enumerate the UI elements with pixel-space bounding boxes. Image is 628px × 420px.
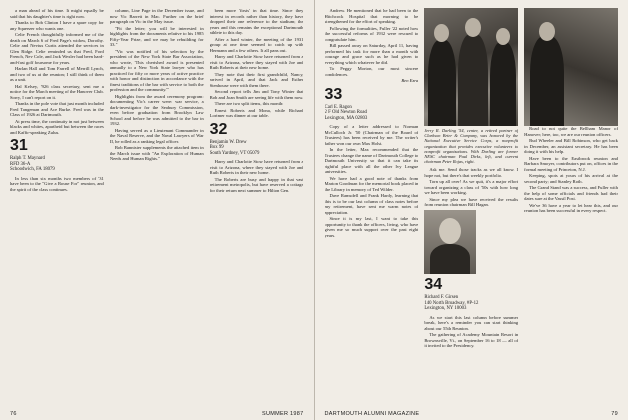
right-column-3 — [524, 8, 618, 404]
paragraph: As we start this last column before summer break, here's a reminder you can start thinking about our 55th Reunion. — [424, 314, 519, 331]
paragraph: Harry and Charlotte Stow have returned from a visit to Arizona, where they stayed with Joe and Ruth Roberts at their new home. — [209, 54, 304, 70]
address-line: Box 99 — [209, 145, 224, 151]
paragraph: Ernest Roberts and Mona, while Richard Lorimer was dinner at our table. — [209, 107, 304, 118]
class-secretary-address — [325, 105, 419, 122]
paragraph: Andrew. He mentioned that he had been to the Hitchcock Hospital that morning to be strengthened for the effort of speaking. — [324, 8, 419, 24]
class-year-heading: 33 — [324, 85, 343, 103]
paragraph: Celie French thoughtfully informed me of the death on March 6 of Fred Page's widow, Dorothy. Celie and Nevius Curtis attended the services in Glen Ridge. Celie reminded us that Fred, Ford French, Nev Cole, and Jack Wexler had been hard-and-fast golf foursome for years. — [10, 32, 104, 65]
address-line: RFD 36-A — [10, 161, 31, 167]
paragraph: Hal Kelsey, '926 class secretary, sent me a notice for the March meeting of the Hanover Club. Sorry, I can't report on it. — [10, 83, 104, 100]
paragraph: Having served as a Lieutenant Commander in the Naval Reserve, and the Naval Lawyers of War II, he rolled as a ranking legal officer. — [109, 127, 204, 144]
paragraph: The gathering of Academy Mountain Resort in Brownsville, Vt., on September 16 to 18 — all of it invited to the Presidency. — [424, 332, 519, 349]
paragraph: We've 36 have a year to let hear this, and our reunion has been successful in every respect. — [524, 202, 618, 213]
page-footer — [10, 411, 304, 417]
paragraph: The Grand Stand was a success, and Fuller with the help of some officials and friends had their dates sure at the Vassil Post. — [524, 185, 618, 201]
paragraph: The Roberts are busy and happy in that vast retirement metropolis, but have reserved a cottage for their return next summer to Hilton Gen. — [209, 176, 304, 193]
left-page-columns — [10, 8, 304, 404]
paragraph: Copy of a letter addressed to Norman McCulloch Jr. '50 (Chairman of the Board of Trustees) has been received by me. The writer's father won our own Max Holst. — [324, 124, 419, 146]
class-year-heading: 32 — [209, 120, 228, 138]
paragraph: Since it is my last, I want to take this opportunity to thank the officers, living, who have given me so much support over the past eight years. — [324, 216, 419, 238]
paragraph: Road to not quite the Bellham Manor of Hanover; here, too, we are our reunion officers. — [524, 126, 618, 137]
photo-figure-center — [458, 34, 488, 126]
address-line: Benjamin W. Drew — [209, 139, 247, 145]
photo-figure-left — [428, 40, 456, 126]
paragraph: Following the formalities, Fuller '22 noted how the successful reforms of 1932 were rescued to congratulate him. — [324, 25, 419, 42]
right-page — [315, 0, 628, 420]
headshot-body — [430, 244, 470, 274]
left-column-2 — [110, 8, 204, 404]
paragraph: Bill passed away on Saturday, April 11, having performed his task for more than a month with courage and grace such as he had given to everything which whatever he did. — [324, 43, 419, 65]
address-line: 140 North Broadway, #P-12 — [424, 300, 479, 306]
headshot-photo — [424, 210, 476, 274]
paragraph: been more 'firsts' in that time. Since they interest in records rather than history, they have dropped their one reference to the stadium; the years and this remains the exceptional Dartmouth athlete to this day. — [209, 8, 304, 35]
page-footer — [325, 411, 619, 417]
class-year-heading: 34 — [424, 275, 443, 293]
paragraph: There are two split items, this month: — [214, 101, 284, 106]
paragraph: Thanks to Bob Clinton I have a spare copy for any Squeezer who wants one. — [10, 20, 104, 31]
right-page-columns — [325, 8, 619, 404]
paragraph: To Peggy Morton, our most sincere condolences. — [324, 66, 419, 77]
issue-label: SUMMER 1987 — [261, 411, 304, 417]
paragraph: Ask me. Send those tracks as we all know. I hope not, but there's that weekly portfolio. — [424, 167, 519, 178]
paragraph: Second report tells Jim and Tony Winter that Bob and Joan Smith are seeing life with them now. — [209, 89, 304, 100]
page-number: 76 — [10, 411, 17, 417]
right-column-2 — [424, 8, 518, 404]
paragraph: Harry and Charlotte Stow have returned from a visit to Arizona, where they stayed with Joe and Ruth Roberts in their new home. — [209, 159, 304, 176]
photo-continuation — [524, 8, 618, 126]
paragraph: "Vic was notified of his selection by the president of the New York State Bar Association, who wrote, 'This cherished award is presented annually to a New York State lawyer who has practiced for fifty or more years of active practice with honor and distinction in accordance with the finest traditions of the bar with service to both the profession and the community.'" — [109, 48, 204, 92]
headshot-face — [439, 218, 461, 244]
address-line: South Yardney, VT 05079 — [209, 150, 260, 156]
photo-caption: Jerry R. Darling '54, center, a retired partner of Clarkson Brier & Company, was honored by the National Executive Service Corps, a nonprofit organization that provides executive volunteers to nonprofit organizations. With Darling are former NESC chairman Paul Dirks, left, and current chairman Peter Rojas, right. — [424, 128, 519, 165]
photo-figure — [530, 36, 564, 126]
address-line: Ralph T. Maynard — [10, 156, 45, 161]
paragraph: At press time, the continuity in not just between blacks and whites, apartheid but between the races and Kaffir-speaking Zulus. — [10, 118, 104, 135]
paragraph: Torn up all over! As we quit, it's a major effort toward organizing a class of '50s with how long we have been working. — [424, 179, 519, 196]
photo-face-left — [434, 24, 449, 42]
left-column-3 — [210, 8, 304, 404]
page-number: 79 — [611, 411, 618, 417]
paragraph: In the letter, Max recommended that the Trustees change the name of Dartmouth College to Dartmouth University so that it can take its rightful place with all the other Ivy League universities. — [324, 147, 419, 175]
paragraph: Thanks in the pole vote that just month included Fred Tangeman and Ace Burke. Fred was in the Class of 1926 at Dartmouth. — [10, 101, 104, 117]
signature: Ben Ezra — [401, 78, 419, 83]
address-line: Richard F. Girsen — [424, 294, 459, 300]
address-line: Lexington, MA 02803 — [324, 115, 368, 121]
address-line: Carl E. Ragon — [324, 104, 352, 110]
class-year-heading: 31 — [10, 137, 28, 154]
paragraph: Keeping, spots at yours of his arrival at the second party; and Stanley Roth. — [524, 173, 618, 184]
paragraph: column, Line Page in the December issue, and now Vic Barrett in Mac. Further on the brief paragraph on Vic in the May issue. — [109, 8, 204, 24]
paragraph: Highlights from the award ceremony program: documenting Vic's career were: war service, a dark-investigator for the Seabury Commission, even before graduation from Brooklyn Law School and before he was admitted to the bar in 1932. — [109, 93, 204, 126]
paragraph: "Fit the letter; you will be interested in highlights from the documents relative to his 1985 Fifty-Year Prize, and we may be rebuilding for 33." — [109, 25, 204, 47]
class-secretary-address — [424, 295, 518, 312]
issue-label: DARTMOUTH ALUMNI MAGAZINE — [324, 411, 420, 417]
paragraph: a man ahead of his time. It might equally be said that his daughter's time is right now. — [10, 8, 104, 19]
paragraph: After a hard winter, the meeting of the 1931 group at one time seemed to catch up with Hermann and a few others. It all pans out. — [209, 36, 304, 53]
paragraph: Since my plea we have received the results from reunion chairman Bill Hagan. — [424, 196, 519, 208]
left-column-1 — [10, 8, 104, 404]
paragraph: We have had a good note of thanks from Marion Goodman for the memorial book placed in the Library in memory of Ted Wilder. — [324, 175, 419, 192]
address-line: Lexington, NY 10003 — [424, 306, 467, 312]
class-secretary-address — [10, 156, 104, 173]
right-column-1 — [325, 8, 419, 404]
address-line: Schoodwich, FA 18079 — [10, 167, 55, 173]
paragraph: In less than six months two members of '31 have been to the "Give a Rouse For" reunion, and the spirit of the class continues. — [10, 175, 104, 192]
paragraph: Bud Wheeler and Bill Robinson, who get back in December, an assistant secretary. He has been doing it with his help. — [524, 138, 618, 154]
group-photo — [424, 8, 518, 126]
paragraph: They note that their first grandchild, Nancy, arrived in April, and that Jack and Esther Stenhouse were with them there. — [209, 71, 304, 88]
paragraph: Have been to the Eastbrook reunion and Barbara Smoyer, contributors put on, offices in the formal meeting of Princeton, N.J. — [524, 155, 618, 172]
paragraph: Dave Ramsdell and Frank Hardy, learning that this is to be our last column of class notes before my retirement, have sent me warm notes of appreciation. — [324, 193, 419, 215]
photo-figure-right — [490, 42, 516, 126]
paragraph: Harlan Hall and Tom Farrell of Merrill Lynch, and two of us at the reunion; I still think of them as a unit. — [10, 66, 104, 82]
class-secretary-address — [210, 140, 304, 157]
paragraph: Bob Bannister supplements the attached item in the March issue with "An Exploration of Human Needs and Human Rights." — [109, 145, 204, 161]
address-line: 2 F Old Newton Road — [324, 110, 367, 116]
